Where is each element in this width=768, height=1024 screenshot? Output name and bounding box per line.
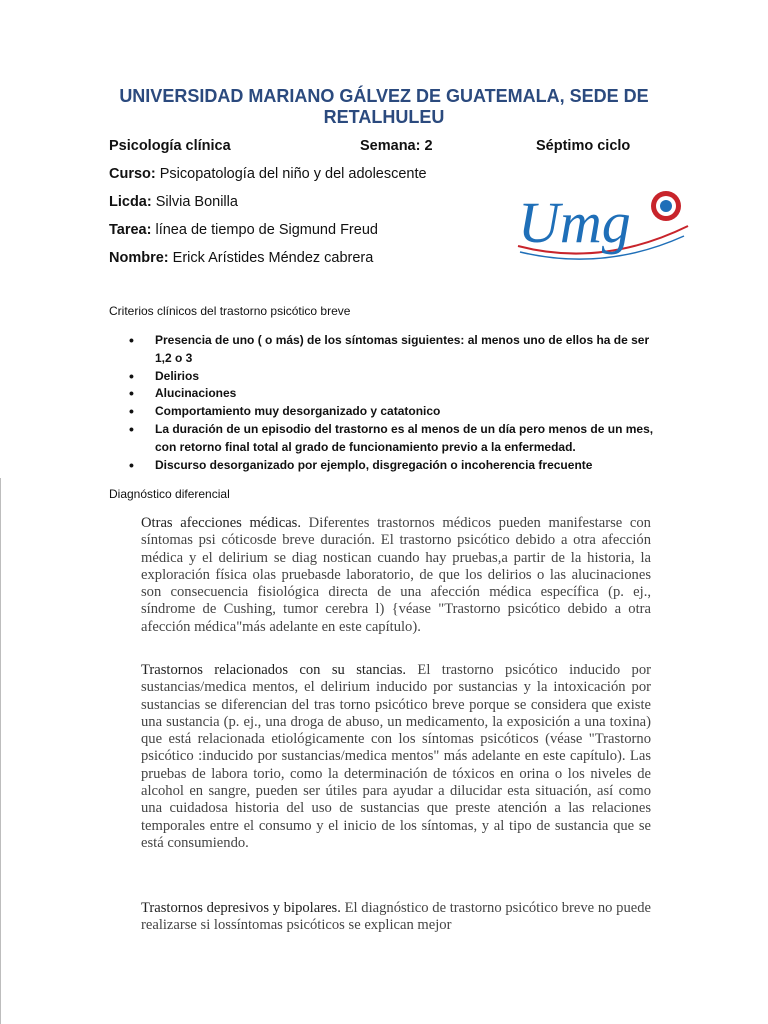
criteria-list (109, 332, 669, 474)
cycle-label: Séptimo ciclo (536, 138, 631, 154)
paragraph-body: El diagnóstico de trastorno psicótico breve no puede realizarse si lossíntomas psicóticos se explican mejor (141, 900, 651, 934)
umg-logo (512, 186, 694, 262)
list-item: • Presencia de uno ( o más) de los síntomas siguientes: al menos uno de ellos ha de ser 1,2 o 3 (109, 332, 669, 368)
paragraph-substances (141, 662, 651, 852)
list-item: • Delirios (109, 368, 669, 386)
paragraph-lead: Trastornos relacionados con su stancias. (141, 662, 407, 678)
list-item: • Comportamiento muy desorganizado y catatonico (109, 403, 669, 421)
paragraph-body: El trastorno psicótico inducido por sustancias/medica mentos, el delirium inducido por sustancias y la intoxicación por sustancias se diferencian del tras torno psicótico breve porque se considera que existe una sustancia (p. ej., una droga de abuso, un medicamento, la exposición a una toxina) que está relacionada etiológicamente con los síntomas psicóticos (véase "Trastorno psicótico :inducido por sustancias/medica mentos" más adelante en este capítulo). Las pruebas de labora torio, como la determinación de tóxicos en orina o los niveles de alcohol en sangre, pueden ser útiles para ayudar a dilucidar esta situación, así como una cuidadosa historia del uso de sustancias que preste atención a las relaciones temporales entre el consumo y el inicio de los síntomas, y al tipo de sustancia que se está consumiendo. (141, 662, 651, 851)
paragraph-depressive (141, 900, 651, 935)
differential-heading: Diagnóstico diferencial (109, 487, 230, 501)
paragraph-lead: Trastornos depresivos y bipolares. (141, 900, 341, 916)
teacher-line: Licda: Silvia Bonilla (109, 194, 238, 210)
student-name-line: Nombre: Erick Arístides Méndez cabrera (109, 250, 374, 266)
task-line: Tarea: línea de tiempo de Sigmund Freud (109, 222, 378, 238)
week-label: Semana: 2 (360, 138, 433, 154)
university-title: UNIVERSIDAD MARIANO GÁLVEZ DE GUATEMALA, SEDE DE RETALHULEU (119, 86, 649, 127)
course-line: Curso: Psicopatología del niño y del adolescente (109, 166, 427, 182)
paragraph-body: Diferentes trastornos médicos pueden manifestarse con síntomas psi cóticosde breve duración. El trastorno psicótico debido a otra afección médica y el delirium se diag nostican cuando hay pruebas,a partir de la historia, la exploración física olas pruebasde laboratorio, de que los delirios o las alucinaciones son consecuencia fisiológica directa de una afección médica específica (p. ej., síndrome de Cushing, tumor cerebra l) {véase "Trastorno psicótico debido a otra afección médica"más adelante en este capítulo). (141, 515, 651, 635)
list-item: • La duración de un episodio del trastorno es al menos de un día pero menos de un mes, con retorno final total al grado de funcionamiento previo a la enfermedad. (109, 421, 669, 457)
criteria-heading: Criterios clínicos del trastorno psicótico breve (109, 304, 351, 318)
list-item: • Alucinaciones (109, 385, 669, 403)
paragraph-lead: Otras afecciones médicas. (141, 515, 301, 531)
page-margin-line (0, 478, 1, 1024)
svg-text:Umg: Umg (518, 190, 631, 255)
paragraph-medical (141, 515, 651, 636)
list-item: • Discurso desorganizado por ejemplo, disgregación o incoherencia frecuente (109, 457, 669, 475)
subject-label: Psicología clínica (109, 138, 231, 154)
